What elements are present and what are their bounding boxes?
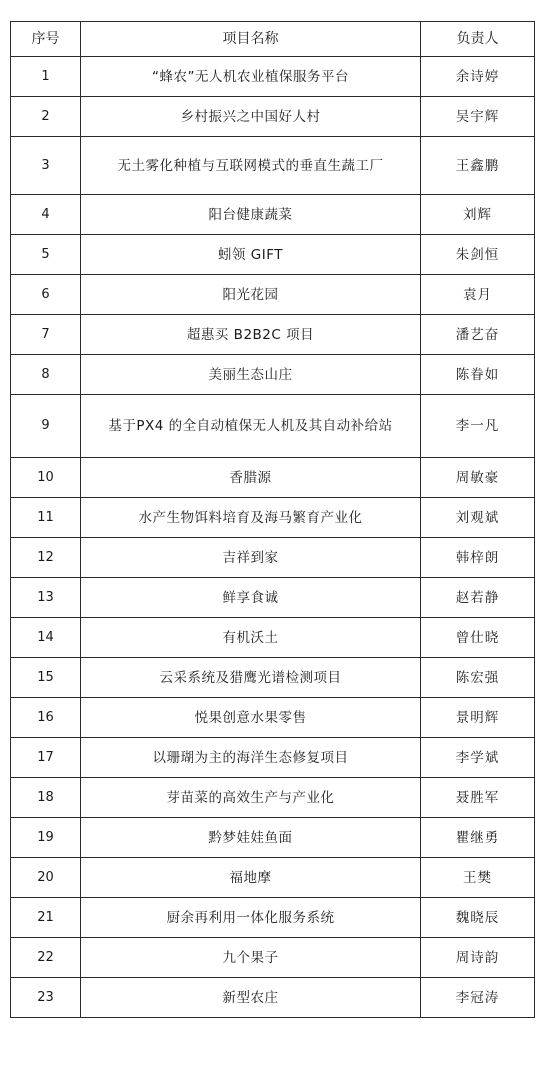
project-name-cell: 香腊源: [81, 458, 421, 498]
row-number-cell: 18: [11, 778, 81, 818]
row-number-cell: 5: [11, 235, 81, 275]
row-number-cell: 1: [11, 57, 81, 97]
header-row: [11, 22, 535, 57]
header-project-name: 项目名称: [81, 22, 421, 57]
project-list-table-container: [10, 21, 534, 1018]
row-number-cell: 11: [11, 498, 81, 538]
leader-name-cell: 瞿继勇: [421, 818, 535, 858]
project-name-cell: 水产生物饵料培育及海马繁育产业化: [81, 498, 421, 538]
table-row: [11, 235, 535, 275]
row-number-cell: 19: [11, 818, 81, 858]
table-row: [11, 578, 535, 618]
row-number-cell: 2: [11, 97, 81, 137]
row-number-cell: 6: [11, 275, 81, 315]
project-name-cell: 厨余再利用一体化服务系统: [81, 898, 421, 938]
table-row: [11, 818, 535, 858]
project-name-cell: 美丽生态山庄: [81, 355, 421, 395]
row-number-cell: 8: [11, 355, 81, 395]
project-name-cell: 乡村振兴之中国好人村: [81, 97, 421, 137]
leader-name-cell: 李学斌: [421, 738, 535, 778]
table-row: [11, 898, 535, 938]
project-name-cell: 吉祥到家: [81, 538, 421, 578]
leader-name-cell: 朱剑恒: [421, 235, 535, 275]
table-row: [11, 938, 535, 978]
leader-name-cell: 潘艺奋: [421, 315, 535, 355]
row-number-cell: 21: [11, 898, 81, 938]
table-row: [11, 57, 535, 97]
row-number-cell: 9: [11, 395, 81, 458]
leader-name-cell: 赵若静: [421, 578, 535, 618]
table-row: [11, 618, 535, 658]
project-name-cell: 阳台健康蔬菜: [81, 195, 421, 235]
project-name-cell: 新型农庄: [81, 978, 421, 1018]
leader-name-cell: 刘观斌: [421, 498, 535, 538]
project-name-cell: 基于PX4 的全自动植保无人机及其自动补给站: [81, 395, 421, 458]
leader-name-cell: 周敏豪: [421, 458, 535, 498]
project-name-cell: 鲜享食诚: [81, 578, 421, 618]
project-name-cell: 阳光花园: [81, 275, 421, 315]
row-number-cell: 14: [11, 618, 81, 658]
row-number-cell: 10: [11, 458, 81, 498]
table-body: [11, 57, 535, 1018]
row-number-cell: 16: [11, 698, 81, 738]
table-row: [11, 858, 535, 898]
row-number-cell: 23: [11, 978, 81, 1018]
row-number-cell: 15: [11, 658, 81, 698]
leader-name-cell: 景明辉: [421, 698, 535, 738]
table-row: [11, 658, 535, 698]
project-name-cell: 芽苗菜的高效生产与产业化: [81, 778, 421, 818]
row-number-cell: 3: [11, 137, 81, 195]
header-no: 序号: [11, 22, 81, 57]
leader-name-cell: 曾仕晓: [421, 618, 535, 658]
table-header: [11, 22, 535, 57]
table-row: [11, 275, 535, 315]
table-row: [11, 538, 535, 578]
row-number-cell: 7: [11, 315, 81, 355]
table-row: [11, 498, 535, 538]
row-number-cell: 4: [11, 195, 81, 235]
project-name-cell: 蚓领 GIFT: [81, 235, 421, 275]
project-name-cell: 无土雾化种植与互联网模式的垂直生蔬工厂: [81, 137, 421, 195]
leader-name-cell: 陈宏强: [421, 658, 535, 698]
leader-name-cell: 余诗婷: [421, 57, 535, 97]
leader-name-cell: 王鑫鹏: [421, 137, 535, 195]
row-number-cell: 17: [11, 738, 81, 778]
leader-name-cell: 王樊: [421, 858, 535, 898]
row-number-cell: 13: [11, 578, 81, 618]
project-name-cell: 悦果创意水果零售: [81, 698, 421, 738]
project-name-cell: “蜂农”无人机农业植保服务平台: [81, 57, 421, 97]
project-name-cell: 黔梦娃娃鱼面: [81, 818, 421, 858]
leader-name-cell: 陈眷如: [421, 355, 535, 395]
project-name-cell: 以珊瑚为主的海洋生态修复项目: [81, 738, 421, 778]
header-leader: 负责人: [421, 22, 535, 57]
table-row: [11, 738, 535, 778]
leader-name-cell: 李一凡: [421, 395, 535, 458]
leader-name-cell: 袁月: [421, 275, 535, 315]
table-row: [11, 315, 535, 355]
leader-name-cell: 周诗韵: [421, 938, 535, 978]
row-number-cell: 20: [11, 858, 81, 898]
leader-name-cell: 李冠涛: [421, 978, 535, 1018]
leader-name-cell: 聂胜军: [421, 778, 535, 818]
table-row: [11, 778, 535, 818]
table-row: [11, 355, 535, 395]
leader-name-cell: 吴宇辉: [421, 97, 535, 137]
project-name-cell: 超惠买 B2B2C 项目: [81, 315, 421, 355]
table-row: [11, 698, 535, 738]
table-row: [11, 137, 535, 195]
project-list-table: [10, 21, 535, 1018]
row-number-cell: 12: [11, 538, 81, 578]
table-row: [11, 97, 535, 137]
table-row: [11, 395, 535, 458]
table-row: [11, 195, 535, 235]
table-row: [11, 458, 535, 498]
leader-name-cell: 韩梓朗: [421, 538, 535, 578]
leader-name-cell: 魏晓辰: [421, 898, 535, 938]
row-number-cell: 22: [11, 938, 81, 978]
leader-name-cell: 刘辉: [421, 195, 535, 235]
project-name-cell: 九个果子: [81, 938, 421, 978]
project-name-cell: 云采系统及猎鹰光谱检测项目: [81, 658, 421, 698]
project-name-cell: 有机沃土: [81, 618, 421, 658]
project-name-cell: 福地摩: [81, 858, 421, 898]
table-row: [11, 978, 535, 1018]
